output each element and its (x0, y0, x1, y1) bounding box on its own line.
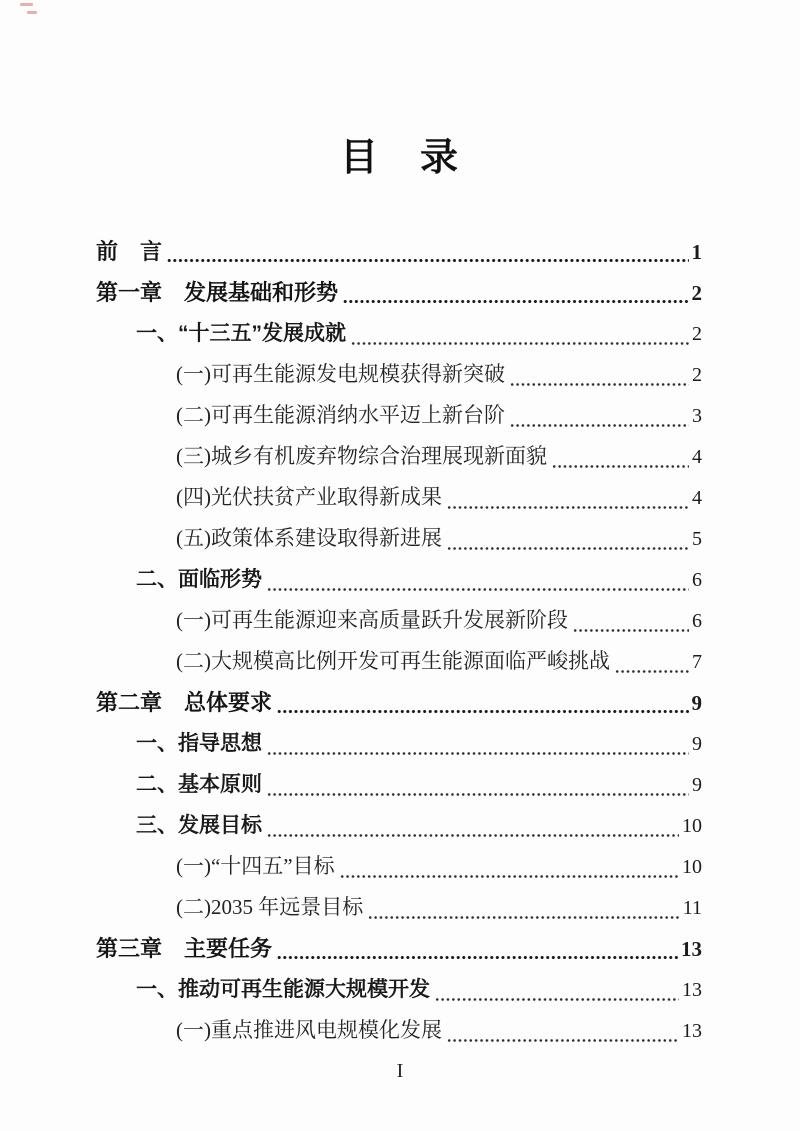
toc-entry-label: 一、推动可再生能源大规模开发 (136, 978, 430, 1001)
toc-list (96, 231, 702, 1051)
toc-entry-label: (二)可再生能源消纳水平迈上新台阶 (176, 403, 505, 427)
page-number: I (396, 1060, 404, 1082)
red-mark-artifact (0, 0, 60, 30)
toc-entry-page: 3 (692, 405, 702, 427)
toc-entry-page: 13 (682, 1020, 702, 1042)
toc-entry-label: 二、面临形势 (136, 568, 262, 591)
toc-entry-label: (四)光伏扶贫产业取得新成果 (176, 485, 442, 509)
dot-leader (340, 873, 679, 880)
dot-leader (447, 545, 689, 552)
toc-entry-page: 4 (692, 446, 702, 468)
dot-leader (552, 463, 689, 470)
toc-entry (96, 1010, 702, 1051)
dot-leader (351, 340, 689, 347)
dot-leader (573, 627, 689, 634)
toc-entry-label: 第二章 总体要求 (96, 690, 273, 715)
toc-entry-label: (三)城乡有机废弃物综合治理展现新面貌 (176, 444, 547, 468)
dot-leader (277, 708, 688, 715)
toc-entry-page: 7 (692, 651, 702, 673)
toc-entry-page: 9 (691, 691, 702, 715)
toc-entry-page: 2 (692, 323, 702, 345)
toc-entry (96, 354, 702, 395)
dot-leader (615, 668, 689, 675)
toc-entry (96, 600, 702, 641)
toc-entry-label: 一、“十三五”发展成就 (136, 322, 346, 345)
toc-entry (96, 887, 702, 928)
toc-entry (96, 805, 702, 846)
toc-entry (96, 395, 702, 436)
toc-entry-label: 第三章 主要任务 (96, 936, 273, 961)
toc-entry (96, 272, 702, 313)
toc-entry-page: 2 (692, 364, 702, 386)
toc-entry-page: 6 (692, 610, 702, 632)
toc-entry-page: 10 (682, 856, 702, 878)
dot-leader (447, 504, 689, 511)
toc-entry (96, 846, 702, 887)
toc-entry-label: 一、指导思想 (136, 732, 262, 755)
toc-entry-label: 第一章 发展基础和形势 (96, 280, 339, 305)
dot-leader (267, 791, 689, 798)
toc-entry-page: 1 (691, 240, 702, 264)
toc-entry-page: 10 (682, 815, 702, 837)
dot-leader (435, 996, 679, 1003)
toc-entry (96, 477, 702, 518)
dot-leader (267, 750, 689, 757)
toc-entry-page: 2 (691, 281, 702, 305)
dot-leader (343, 298, 688, 305)
toc-entry-label: (五)政策体系建设取得新进展 (176, 526, 442, 550)
toc-entry-page: 11 (682, 897, 702, 919)
dot-leader (510, 381, 689, 388)
toc-entry (96, 518, 702, 559)
toc-entry (96, 723, 702, 764)
toc-entry-page: 13 (682, 979, 702, 1001)
toc-entry-page: 9 (692, 733, 702, 755)
dot-leader (167, 257, 688, 264)
dot-leader (510, 422, 689, 429)
toc-entry-label: (一)可再生能源迎来高质量跃升发展新阶段 (176, 608, 568, 632)
toc-entry-page: 13 (681, 937, 702, 961)
toc-entry-label: (一)重点推进风电规模化发展 (176, 1018, 442, 1042)
toc-entry (96, 682, 702, 723)
toc-entry-label: 前 言 (96, 239, 163, 264)
toc-entry-page: 9 (692, 774, 702, 796)
toc-entry-page: 6 (692, 569, 702, 591)
toc-entry-label: 三、发展目标 (136, 814, 262, 837)
toc-entry-page: 4 (692, 487, 702, 509)
dot-leader (277, 954, 678, 961)
toc-entry-label: 二、基本原则 (136, 773, 262, 796)
dot-leader (368, 914, 679, 921)
toc-entry-label: (一)可再生能源发电规模获得新突破 (176, 362, 505, 386)
toc-entry (96, 969, 702, 1010)
toc-entry (96, 436, 702, 477)
dot-leader (267, 832, 679, 839)
toc-entry (96, 231, 702, 272)
toc-entry (96, 641, 702, 682)
dot-leader (447, 1037, 679, 1044)
toc-entry-label: (二)大规模高比例开发可再生能源面临严峻挑战 (176, 649, 610, 673)
toc-entry-label: (一)“十四五”目标 (176, 854, 335, 878)
toc-entry (96, 313, 702, 354)
toc-entry (96, 928, 702, 969)
toc-entry (96, 764, 702, 805)
toc-entry (96, 559, 702, 600)
dot-leader (267, 586, 689, 593)
toc-entry-label: (二)2035 年远景目标 (176, 895, 364, 919)
page-title: 目 录 (339, 137, 460, 179)
toc-entry-page: 5 (692, 528, 702, 550)
